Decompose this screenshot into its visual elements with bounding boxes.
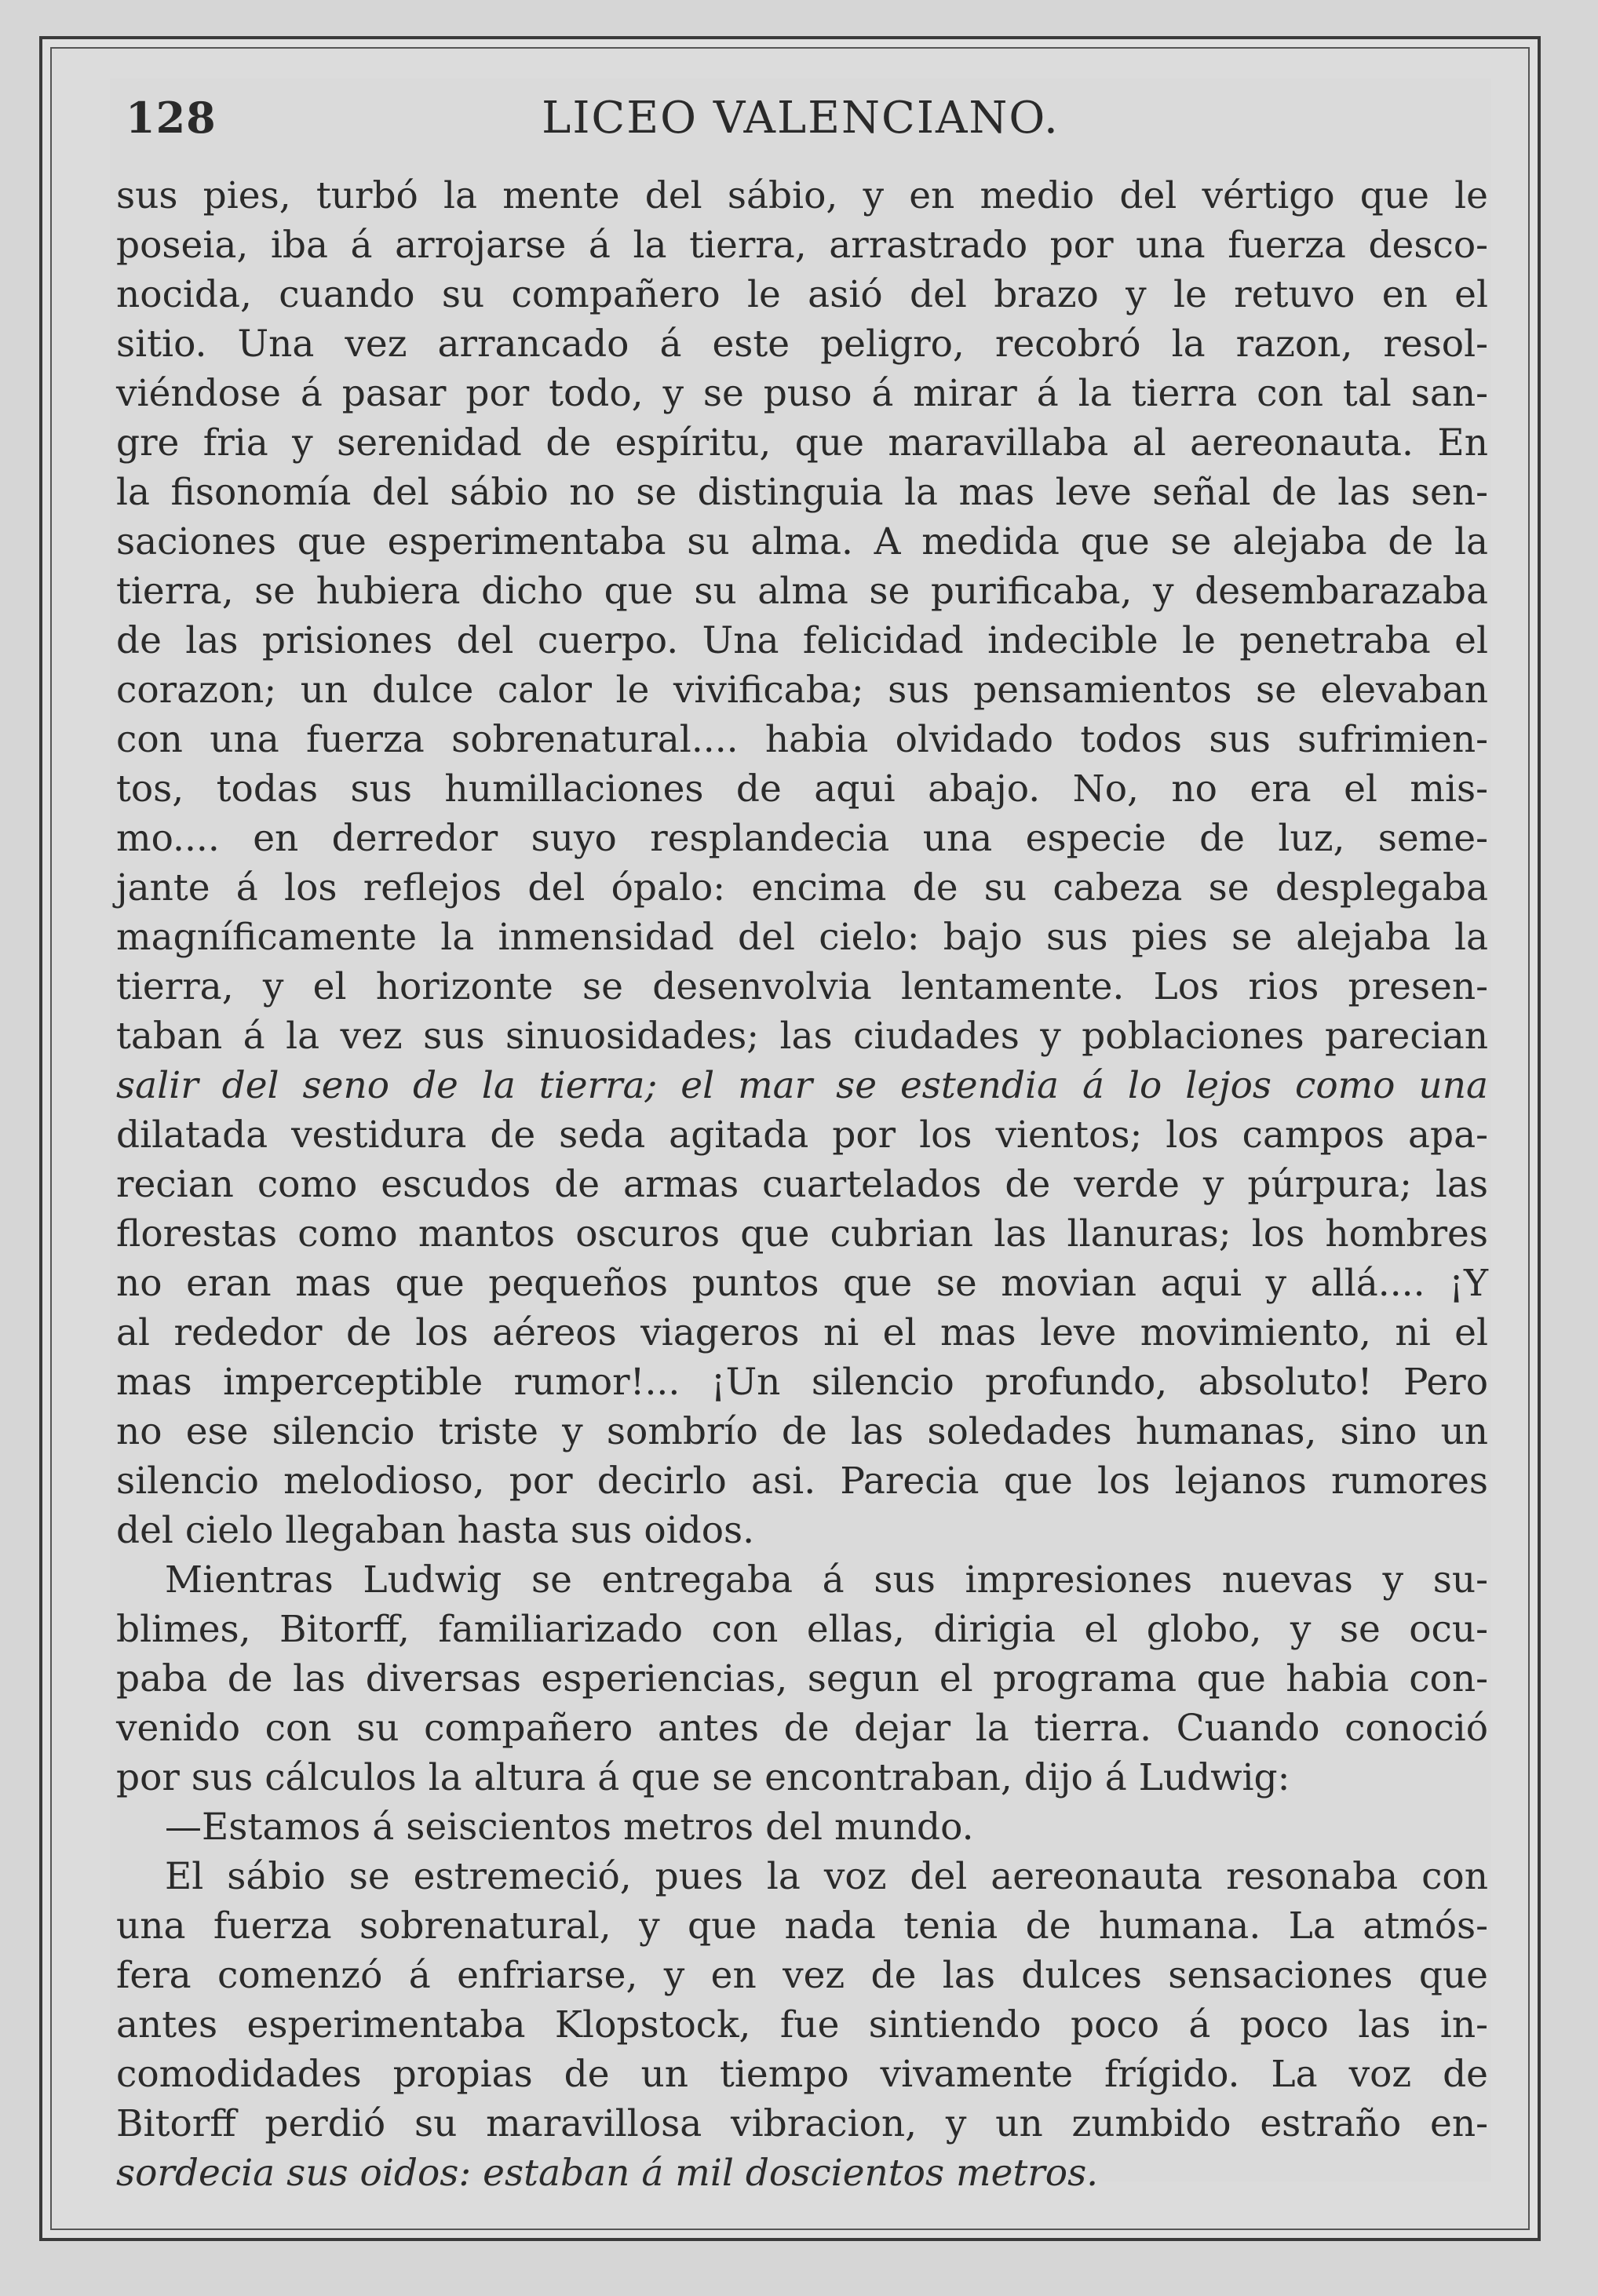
text-line: del cielo llegaban hasta sus oidos. [116, 1509, 755, 1552]
text-line: recian como escudos de armas cuartelados de verde y púrpura; las [116, 1163, 1488, 1206]
text-line: saciones que esperimentaba su alma. A medida que se alejaba de la [116, 520, 1488, 563]
text-line: la fisonomía del sábio no se distinguia la mas leve señal de las sen- [116, 471, 1488, 514]
text-line: magníficamente la inmensidad del cielo: bajo sus pies se alejaba la [116, 916, 1488, 959]
text-line: corazon; un dulce calor le vivificaba; sus pensamientos se elevaban [116, 669, 1488, 712]
text-line: tierra, y el horizonte se desenvolvia lentamente. Los rios presen- [116, 965, 1488, 1008]
text-line: El sábio se estremeció, pues la voz del aereonauta resonaba con [165, 1855, 1488, 1898]
text-line: no ese silencio triste y sombrío de las soledades humanas, sino un [116, 1410, 1488, 1453]
text-line: al rededor de los aéreos viageros ni el mas leve movimiento, ni el [116, 1311, 1488, 1354]
text-line: taban á la vez sus sinuosidades; las ciudades y poblaciones parecian [116, 1015, 1488, 1058]
text-line: —Estamos á seiscientos metros del mundo. [165, 1806, 974, 1849]
text-line: una fuerza sobrenatural, y que nada tenia de humana. La atmós- [116, 1904, 1488, 1948]
text-line: sordecia sus oidos: estaban á mil doscientos metros. [116, 2152, 1099, 2195]
page-number: 128 [126, 93, 217, 143]
text-line: gre fria y serenidad de espíritu, que maravillaba al aereonauta. En [116, 421, 1488, 465]
text-line: florestas como mantos oscuros que cubrian las llanuras; los hombres [116, 1212, 1488, 1256]
text-line: tierra, se hubiera dicho que su alma se purificaba, y desembarazaba [116, 570, 1488, 613]
body-text [116, 171, 1488, 2198]
text-line: antes esperimentaba Klopstock, fue sintiendo poco á poco las in- [116, 2003, 1488, 2046]
text-line: paba de las diversas esperiencias, segun el programa que habia con- [116, 1657, 1488, 1700]
text-line: de las prisiones del cuerpo. Una felicidad indecible le penetraba el [116, 619, 1488, 662]
text-line: nocida, cuando su compañero le asió del brazo y le retuvo en el [116, 273, 1488, 316]
book-page [110, 78, 1491, 2195]
text-line: con una fuerza sobrenatural.... habia olvidado todos sus sufrimien- [116, 718, 1488, 761]
text-line: comodidades propias de un tiempo vivamente frígido. La voz de [116, 2053, 1488, 2096]
text-line: silencio melodioso, por decirlo asi. Parecia que los lejanos rumores [116, 1460, 1488, 1503]
text-line: por sus cálculos la altura á que se encontraban, dijo á Ludwig: [116, 1756, 1290, 1799]
text-line: sus pies, turbó la mente del sábio, y en medio del vértigo que le [116, 174, 1488, 217]
text-line: blimes, Bitorff, familiarizado con ellas, dirigia el globo, y se ocu- [116, 1608, 1488, 1651]
text-line: tos, todas sus humillaciones de aqui abajo. No, no era el mis- [116, 767, 1488, 811]
text-line: sitio. Una vez arrancado á este peligro, recobró la razon, resol- [116, 323, 1488, 366]
text-line: no eran mas que pequeños puntos que se movian aqui y allá.... ¡Y [116, 1262, 1488, 1305]
text-line: salir del seno de la tierra; el mar se estendia á lo lejos como una [116, 1064, 1488, 1107]
text-line: viéndose á pasar por todo, y se puso á mirar á la tierra con tal san- [116, 372, 1488, 415]
text-line: Mientras Ludwig se entregaba á sus impresiones nuevas y su- [165, 1558, 1488, 1602]
text-line: mo.... en derredor suyo resplandecia una especie de luz, seme- [116, 817, 1488, 860]
text-line: Bitorff perdió su maravillosa vibracion, y un zumbido estraño en- [116, 2102, 1488, 2145]
text-line: poseia, iba á arrojarse á la tierra, arrastrado por una fuerza desco- [116, 224, 1488, 267]
page-header [110, 93, 1491, 163]
text-line: jante á los reflejos del ópalo: encima de su cabeza se desplegaba [116, 866, 1488, 909]
text-line: mas imperceptible rumor!... ¡Un silencio profundo, absoluto! Pero [116, 1361, 1488, 1404]
running-title: LICEO VALENCIANO. [542, 93, 1060, 144]
text-line: venido con su compañero antes de dejar la tierra. Cuando conoció [116, 1707, 1488, 1750]
text-line: fera comenzó á enfriarse, y en vez de las dulces sensaciones que [116, 1954, 1488, 1997]
text-line: dilatada vestidura de seda agitada por los vientos; los campos apa- [116, 1113, 1488, 1157]
